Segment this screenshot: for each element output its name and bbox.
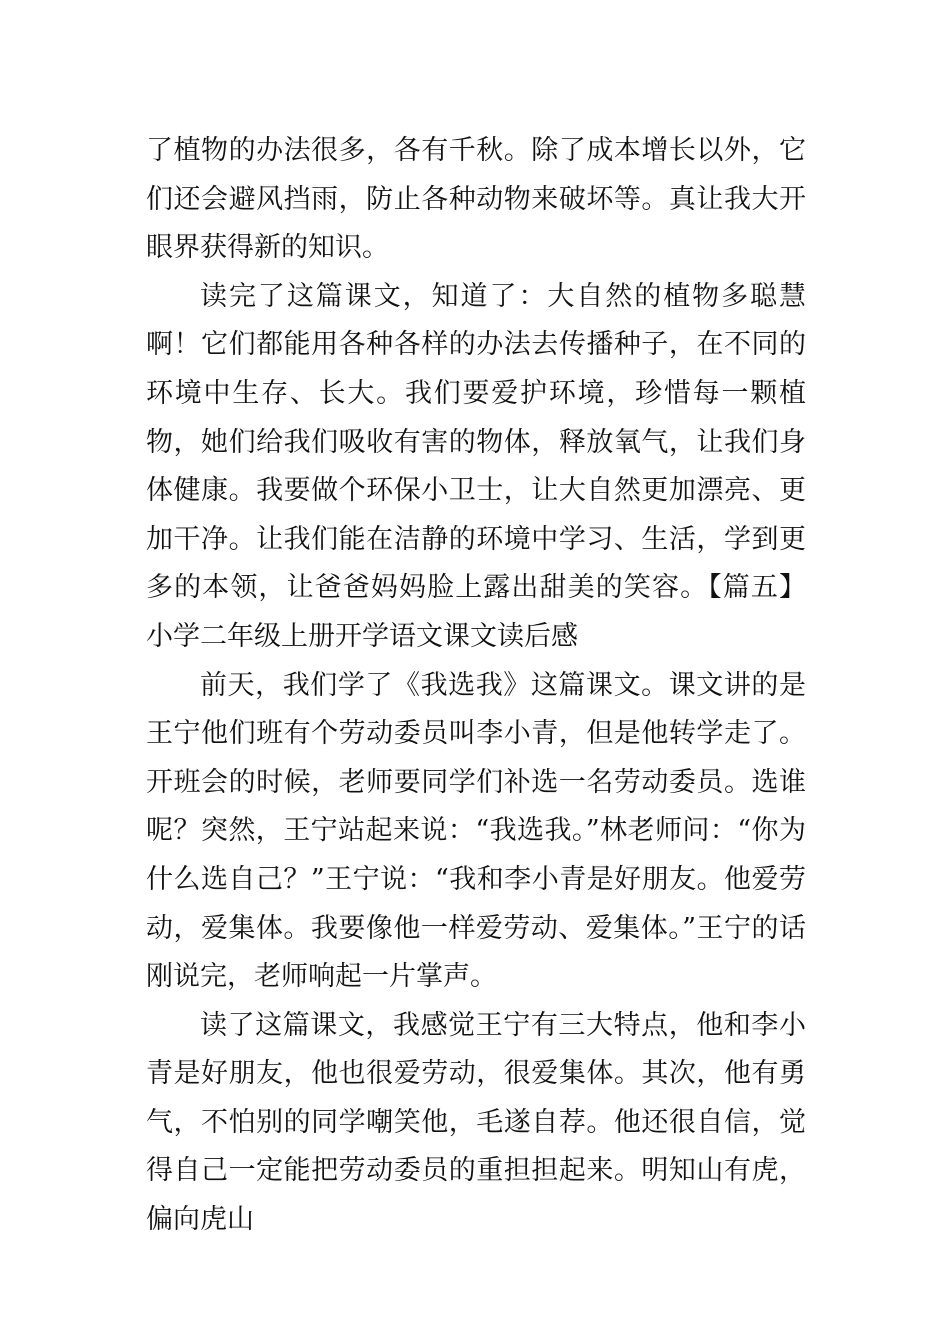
- paragraph-4: 读了这篇课文，我感觉王宁有三大特点，他和李小青是好朋友，他也很爱劳动，很爱集体。其次，他有勇气，不怕别的同学嘲笑他，毛遂自荐。他还很自信，觉得自己一定能把劳动委员的重担担起来。明知山有虎，偏向虎山: [146, 1009, 806, 1236]
- document-body: [146, 127, 806, 1245]
- paragraph-1: 了植物的办法很多，各有千秋。除了成本增长以外，它们还会避风挡雨，防止各种动物来破坏等。真让我大开眼界获得新的知识。: [146, 135, 806, 264]
- paragraph-2: 读完了这篇课文，知道了：大自然的植物多聪慧啊！它们都能用各种各样的办法去传播种子，在不同的环境中生存、长大。我们要爱护环境，珍惜每一颗植物，她们给我们吸收有害的物体，释放氧气，让我们身体健康。我要做个环保小卫士，让大自然更加漂亮、更加干净。让我们能在洁静的环境中学习、生活，学到更多的本领，让爸爸妈妈脸上露出甜美的笑容。【篇五】小学二年级上册开学语文课文读后感: [146, 280, 806, 652]
- paragraph-3: 前天，我们学了《我选我》这篇课文。课文讲的是王宁他们班有个劳动委员叫李小青，但是他转学走了。开班会的时候，老师要同学们补选一名劳动委员。选谁呢？突然，王宁站起来说：“我选我。”林老师问：“你为什么选自己？”王宁说：“我和李小青是好朋友。他爱劳动，爱集体。我要像他一样爱劳动、爱集体。”王宁的话刚说完，老师响起一片掌声。: [146, 669, 806, 993]
